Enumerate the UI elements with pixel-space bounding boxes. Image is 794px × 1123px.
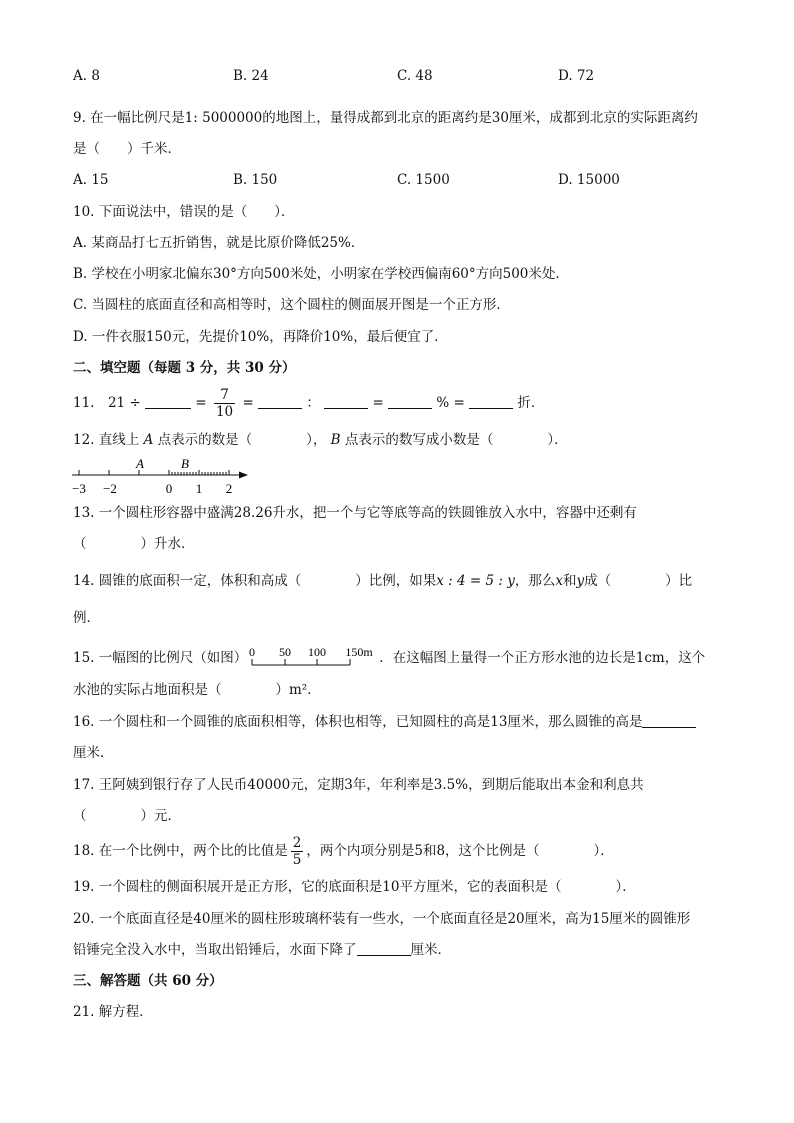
scale-bar-label: 50 (279, 645, 292, 659)
q14-and: 和 (562, 573, 577, 589)
q12-text-a: 12. 直线上 (73, 432, 140, 448)
q12-number-line (66, 455, 256, 497)
number-line-tick-label: 0 (165, 481, 173, 496)
q11-tail: 折． (517, 395, 545, 411)
q16-blank[interactable] (642, 713, 696, 728)
q14-line2: 例． (73, 610, 100, 626)
scale-bar-label: 150m (345, 645, 373, 659)
q10-option-b: B. 学校在小明家北偏东30°方向500米处，小明家在学校西偏南60°方向500米处． (73, 266, 569, 282)
q8-option-d: D. 72 (558, 68, 595, 84)
number-line-tick-label: −3 (72, 481, 86, 496)
q14-part2: ，那么 (514, 573, 556, 589)
q12-text-c: 点表示的数写成小数是（ ）． (344, 432, 568, 448)
q14-ratio: x : 4 = 5 : y (436, 573, 515, 589)
q9-option-d: D. 15000 (558, 172, 620, 188)
q15-line2: 水池的实际占地面积是（ ）m²． (73, 682, 321, 698)
q11-blank-2[interactable] (258, 394, 302, 409)
q14-var-x: x (555, 573, 563, 589)
q11-equals-1: = (195, 395, 207, 411)
q11-prefix: 11. 21 ÷ (73, 395, 141, 411)
q11-blank-3[interactable] (324, 394, 368, 409)
number-line-arrow (239, 472, 248, 479)
q18-part1: 18. 在一个比例中，两个比的比值是 (73, 843, 288, 859)
q20-text-a: 铅锤完全没入水中，当取出铅锤后，水面下降了 (73, 942, 357, 958)
fraction-denominator: 10 (215, 404, 234, 420)
q9-option-a: A. 15 (73, 172, 109, 188)
q15-part2: ．在这幅图上量得一个正方形水池的边长是1cm，这个 (379, 650, 706, 666)
section-heading-fill-blank: 二、填空题（每题 3 分，共 30 分） (73, 360, 296, 376)
q13-line1: 13. 一个圆柱形容器中盛满28.26升水，把一个与它等底等高的铁圆锥放入水中，容器中还剩有 (73, 505, 637, 521)
q12-text-b: 点表示的数是（ ）， (157, 432, 327, 448)
q8-option-b: B. 24 (233, 68, 269, 84)
q17-line2: （ ）元． (73, 808, 181, 824)
q9-stem-line2: 是（ ）千米． (73, 141, 181, 157)
q12-point-a-label: A (143, 432, 154, 448)
q11-line (73, 385, 544, 421)
q15-line1 (73, 645, 705, 671)
q14-var-y: y (576, 573, 585, 589)
q11-blank-5[interactable] (469, 394, 513, 409)
q16-text: 16. 一个圆柱和一个圆锥的底面积相等，体积也相等，已知圆柱的高是13厘米，那么圆锥的高是 (73, 714, 643, 730)
q10-option-a: A. 某商品打七五折销售，就是比原价降低25%． (73, 235, 365, 251)
q10-option-d: D. 一件衣服150元，先提价10%，再降价10%，最后便宜了． (73, 329, 448, 345)
q16-line1 (73, 712, 696, 732)
number-line-ticks (79, 470, 229, 475)
q12-point-b-label: B (330, 432, 341, 448)
q15-part1: 15. 一幅图的比例尺（如图） (73, 650, 248, 666)
q11-equals-3: = (372, 395, 384, 411)
number-line-label-b: B (181, 456, 189, 471)
q16-line2: 厘米． (73, 745, 114, 761)
q20-text-b: 厘米． (410, 942, 451, 958)
q11-colon: ： (306, 395, 320, 411)
q9-stem-line1: 9. 在一幅比例尺是1: 5000000的地图上，量得成都到北京的距离约是30厘米，成都到北京的实际距离约 (73, 110, 698, 126)
q12-stem (73, 430, 568, 450)
q9-option-c: C. 1500 (397, 172, 450, 188)
q21-line: 21. 解方程． (73, 1004, 153, 1020)
q14-line1 (73, 571, 692, 591)
q8-option-c: C. 48 (397, 68, 433, 84)
number-line-label-a: A (136, 456, 144, 471)
number-line-tick-label: 1 (195, 481, 203, 496)
q9-option-b: B. 150 (233, 172, 278, 188)
q11-percent: % = (436, 395, 465, 411)
q17-line1: 17. 王阿姨到银行存了人民币40000元，定期3年，年利率是3.5%，到期后能取出本金和利息共 (73, 777, 644, 793)
q13-line2: （ ）升水． (73, 536, 195, 552)
q19-line: 19. 一个圆柱的侧面积展开是正方形，它的底面积是10平方厘米，它的表面积是（ ）． (73, 879, 636, 895)
q11-blank-4[interactable] (388, 394, 432, 409)
scale-bar-label: 100 (308, 645, 327, 659)
number-line-tick-label: 2 (225, 481, 233, 496)
scale-bar-label: 0 (249, 645, 256, 659)
fraction-numerator: 2 (292, 835, 302, 851)
section-heading-solve: 三、解答题（共 60 分） (73, 973, 223, 989)
q20-line1: 20. 一个底面直径是40厘米的圆柱形玻璃杯装有一些水，一个底面直径是20厘米，高为15厘米的圆锥形 (73, 911, 691, 927)
number-line-tick-label: −2 (103, 481, 117, 496)
fraction-numerator: 7 (214, 387, 235, 404)
q11-blank-1[interactable] (145, 394, 191, 409)
q10-stem: 10. 下面说法中，错误的是（ ）． (73, 204, 295, 220)
q14-part1: 14. 圆锥的底面积一定，体积和高成（ ）比例，如果 (73, 573, 437, 589)
q18-line (73, 833, 614, 869)
q14-part3: 成（ ）比 (584, 573, 693, 589)
q8-option-a: A. 8 (73, 68, 100, 84)
q11-fraction (214, 387, 235, 420)
q18-fraction (291, 835, 304, 868)
q15-scale-bar (249, 645, 377, 671)
q20-line2 (73, 940, 451, 960)
q10-option-c: C. 当圆柱的底面直径和高相等时，这个圆柱的侧面展开图是一个正方形． (73, 297, 510, 313)
fraction-denominator: 5 (292, 852, 302, 868)
q18-part2: ，两个内项分别是5和8，这个比例是（ ）． (306, 843, 614, 859)
q11-equals-2: = (242, 395, 254, 411)
q20-blank[interactable] (357, 941, 411, 956)
